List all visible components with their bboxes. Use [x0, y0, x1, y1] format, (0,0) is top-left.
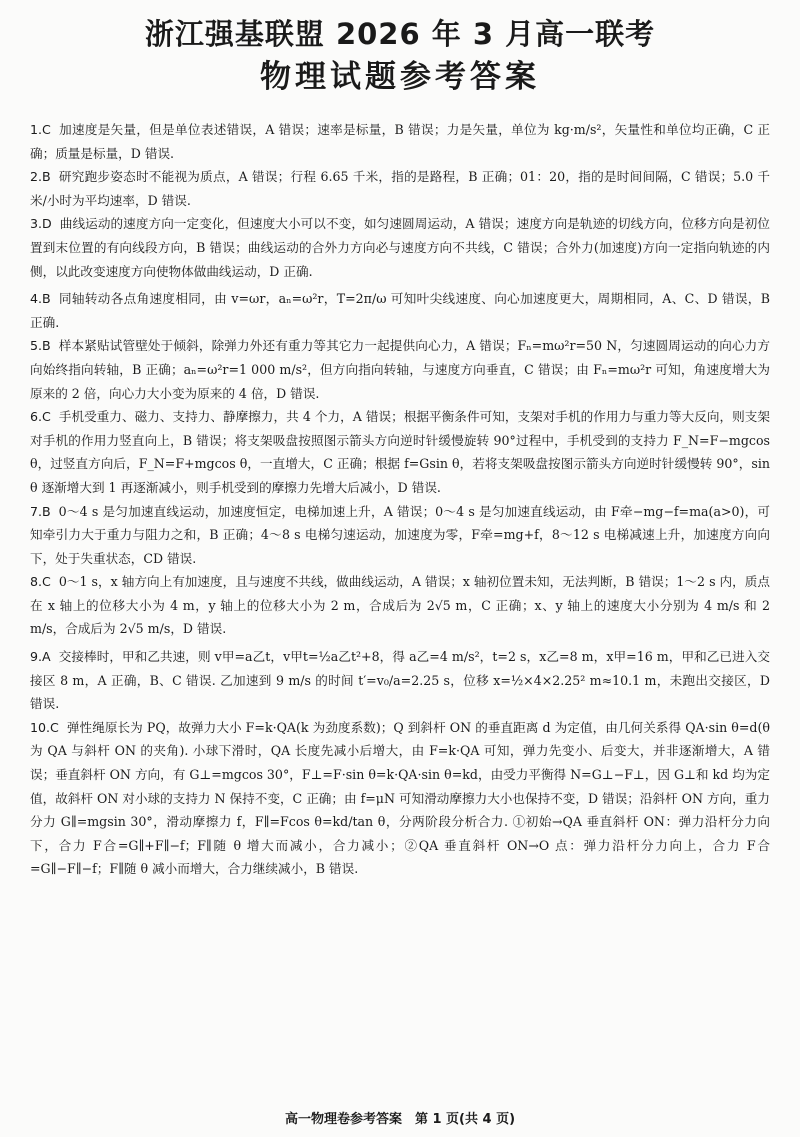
answer-key: C	[42, 122, 51, 137]
answer-key: B	[42, 503, 51, 519]
answer-explanation: 样本紧贴试管壁处于倾斜，除弹力外还有重力等其它力一起提供向心力，A 错误；Fₙ=mω²r=50 N，匀速圆周运动的向心力方向始终指向转轴，B 正确；aₙ=ω²r=1 000 m/s²，但方向指向转轴，与速度方向垂直，C 错误；由 Fₙ=mω²r 可知，角速度增大为原来的 2 倍，向心力大小变为原来的 4 倍，D 错误.	[30, 338, 770, 401]
answer-number: 7.	[30, 503, 43, 519]
exam-title: 浙江强基联盟 2026 年 3 月高一联考	[144, 17, 656, 51]
answer-explanation: 0～1 s，x 轴方向上有加速度，且与速度不共线，做曲线运动，A 错误；x 轴初位置未知，无法判断，B 错误；1～2 s 内，质点在 x 轴上的位移大小为 4 m，y 轴上的位移大小为 2 m，合成后为 2√5 m，C 正确；x、y 轴上的速度大小分别为 4 m/s 和 2 m/s，合成后为 2√5 m/s，D 错误.	[30, 574, 770, 637]
answer-explanation: 0～4 s 是匀加速直线运动，加速度恒定，电梯加速上升，A 错误；0～4 s 是匀加速直线运动，由 F牵−mg−f=ma(a>0)，可知牵引力大于重力与阻力之和，B 正确；4～8 s 电梯匀速运动，加速度为零，F牵=mg+f，8～12 s 电梯减速上升，加速度方向向下，处于失重状态，CD 错误.	[30, 503, 770, 566]
answer-number: 10.	[30, 719, 51, 735]
answer-item-8	[30, 570, 770, 641]
answer-number: 2.	[30, 169, 43, 185]
answer-list	[30, 118, 770, 881]
answer-key: A	[42, 649, 51, 665]
answer-key: C	[42, 574, 51, 590]
answer-number: 1.	[30, 122, 43, 137]
answer-explanation: 加速度是矢量，但是单位表述错误，A 错误；速率是标量，B 错误；力是矢量，单位为 kg·m/s²，矢量性和单位均正确，C 正确；质量是标量，D 错误.	[30, 122, 770, 161]
answer-explanation: 交接棒时，甲和乙共速，则 v甲=a乙t，v甲t=½a乙t²+8，得 a乙=4 m/s²，t=2 s，x乙=8 m，x甲=16 m，甲和乙已进入交接区 8 m，A 正确，B、C 错误. 乙加速到 9 m/s 的时间 t′=v₀/a=2.25 s，位移 x=½×4×2.25² m≈10.1 m，未跑出交接区，D 错误.	[30, 649, 770, 712]
answer-number: 6.	[30, 409, 43, 425]
answer-key: B	[42, 338, 51, 354]
answer-explanation: 同轴转动各点角速度相同，由 v=ωr，aₙ=ω²r，T=2π/ω 可知叶尖线速度、向心加速度更大，周期相同，A、C、D 错误，B 正确.	[30, 291, 770, 330]
answer-key: D	[42, 216, 52, 232]
answer-explanation: 研究跑步姿态时不能视为质点，A 错误；行程 6.65 千米，指的是路程，B 正确；01：20，指的是时间间隔，C 错误；5.0 千米/小时为平均速率，D 错误.	[30, 169, 770, 208]
answer-item-3	[30, 212, 770, 283]
answer-number: 5.	[30, 338, 43, 354]
page-footer: 高一物理卷参考答案 第 1 页(共 4 页)	[284, 1112, 516, 1127]
answer-explanation: 手机受重力、磁力、支持力、静摩擦力，共 4 个力，A 错误；根据平衡条件可知，支架对手机的作用力与重力等大反向，则支架对手机的作用力竖直向上，B 错误；将支架吸盘按照图示箭头方向逆时针缓慢旋转 90°过程中，手机受到的支持力 F_N=F−mgcos θ，过竖直方向后，F_N=F+mgcos θ，一直增大，C 正确；根据 f=Gsin θ，若将支架吸盘按图示箭头方向逆时针缓慢转 90°，sin θ 逐渐增大到 1 再逐渐减小，则手机受到的摩擦力先增大后减小，D 错误.	[30, 409, 770, 495]
answer-item-10	[30, 716, 770, 881]
answer-number: 4.	[30, 291, 43, 307]
answer-explanation: 曲线运动的速度方向一定变化，但速度大小可以不变，如匀速圆周运动，A 错误；速度方向是轨迹的切线方向，位移方向是初位置到末位置的有向线段方向，B 错误；曲线运动的合外力方向必与速度方向不共线，C 错误；合外力(加速度)方向一定指向轨迹的内侧，以此改变速度方向使物体做曲线运动，D 正确.	[30, 216, 770, 279]
answer-item-9	[30, 645, 770, 716]
answer-explanation: 弹性绳原长为 PQ，故弹力大小 F=k·QA(k 为劲度系数)；Q 到斜杆 ON 的垂直距离 d 为定值，由几何关系得 QA·sin θ=d(θ 为 QA 与斜杆 ON 的夹角). 小球下滑时，QA 长度先减小后增大，由 F=k·QA 可知，弹力先变小、后变大，并非逐渐增大，A 错误；垂直斜杆 ON 方向，有 G⊥=mgcos 30°，F⊥=F·sin θ=k·QA·sin θ=kd，由受力平衡得 N=G⊥−F⊥，因 G⊥和 kd 均为定值，故斜杆 ON 对小球的支持力 N 保持不变，C 正确；由 f=μN 可知滑动摩擦力大小也保持不变，D 错误；沿斜杆 ON 方向，重力分力 G∥=mgsin 30°，滑动摩擦力 f，F∥=Fcos θ=kd/tan θ，分两阶段分析合力. ①初始→QA 垂直斜杆 ON：弹力沿杆分力向下，合力 F合=G∥+F∥−f；F∥随 θ 增大而减小，合力减小；②QA 垂直斜杆 ON→O 点：弹力沿杆分力向上，合力 F合=G∥−F∥−f；F∥随 θ 减小而增大，合力继续减小，B 错误.	[30, 719, 770, 877]
answer-number: 9.	[30, 649, 43, 665]
answer-key: C	[42, 409, 51, 425]
answer-key: B	[42, 291, 51, 307]
answer-number: 8.	[30, 574, 43, 590]
answer-item-2	[30, 165, 770, 212]
document-subtitle: 物理试题参考答案	[260, 59, 540, 95]
answer-item-4	[30, 287, 770, 334]
answer-number: 3.	[30, 216, 43, 232]
answer-key: C	[50, 719, 59, 735]
answer-key: B	[42, 169, 51, 185]
answer-item-5	[30, 334, 770, 405]
answer-item-7	[30, 500, 770, 571]
answer-item-6	[30, 405, 770, 499]
answer-item-1	[30, 118, 770, 165]
